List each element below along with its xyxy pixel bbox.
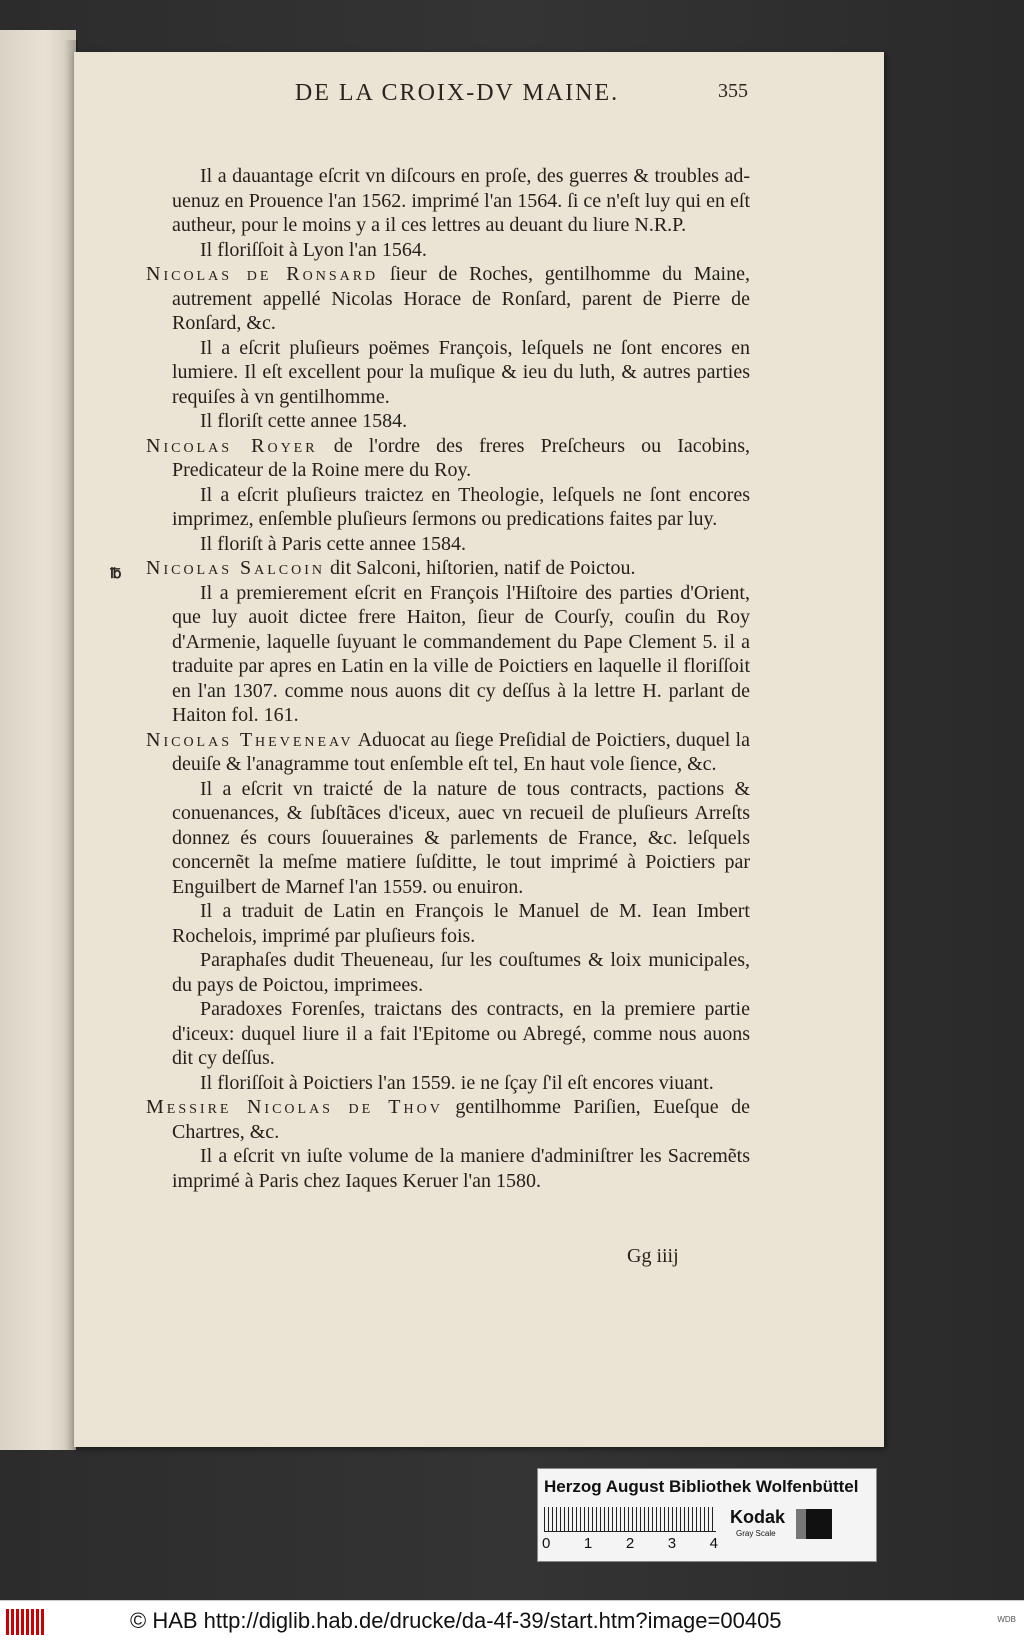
paragraph xyxy=(146,997,750,1071)
paragraph xyxy=(146,164,750,238)
entry-text: Il floriſſoit à Lyon l'an 1564. xyxy=(200,238,427,261)
bio-entry xyxy=(146,262,750,336)
entry-text: Il floriſt à Paris cette annee 1584. xyxy=(200,532,467,555)
entry-text: Il a eſcrit pluſieurs traictez en Theologie, leſquels ne ſont encores imprimez, enſemble pluſieurs ſermons ou predications faites par luy. xyxy=(172,483,750,530)
paragraph xyxy=(146,777,750,900)
entry-text: Paradoxes Forenſes, traictans des contracts, en la premiere partie d'iceux: duquel liure il a fait l'Epitome ou Abregé, comme nous auons dit cy deſſus. xyxy=(172,998,750,1069)
page-text xyxy=(146,164,750,1193)
kodak-subtitle: Gray Scale xyxy=(736,1529,776,1538)
grey-swatch xyxy=(796,1509,806,1539)
kodak-logo: Kodak xyxy=(730,1507,786,1527)
hab-logo-icon xyxy=(6,1609,44,1635)
entry-text: Il a eſcrit vn iuſte volume de la maniere d'adminiſtrer les Sacremẽts imprimé à Paris chez Iaques Keruer l'an 1580. xyxy=(172,1145,750,1192)
ruler-number: 1 xyxy=(583,1535,593,1552)
ruler-number: 3 xyxy=(667,1535,677,1552)
bio-entry xyxy=(146,728,750,777)
ruler-number: 2 xyxy=(625,1535,635,1552)
signature-mark: Gg iiij xyxy=(627,1245,679,1267)
paragraph xyxy=(146,1144,750,1193)
paragraph xyxy=(146,1071,750,1096)
folio-number: 355 xyxy=(718,80,748,102)
footer-mark: WDB xyxy=(997,1615,1016,1624)
entry-name: Meſſire Nicolas de Thov xyxy=(146,1096,443,1118)
paragraph xyxy=(146,483,750,532)
ruler-scale xyxy=(544,1507,716,1532)
paragraph xyxy=(146,336,750,410)
footer-bar xyxy=(0,1600,1024,1641)
entry-name: Nicolas de Ronsard xyxy=(146,263,379,285)
entry-text: Il a premierement eſcrit en François l'Hiſtoire des parties d'Orient, que luy auoit dictee frere Haiton, ſieur de Courſy, couſin du Roy d'Armenie, laquelle ſuyuant le commandement du Pape Clement 5. il a traduite par apres en Latin en la ville de Poictiers en laquelle il floriſſoit en l'an 1307. comme nous auons dit cy deſſus à la lettre H. parlant de Haiton fol. 161. xyxy=(172,581,750,726)
entry-text: dit Salconi, hiſtorien, natif de Poictou. xyxy=(325,557,636,579)
entry-text: Il a eſcrit pluſieurs poëmes François, leſquels ne ſont encores en lumiere. Il eſt excellent pour la muſique & ieu du luth, & autres parties requiſes à vn gentilhomme. xyxy=(172,336,750,408)
entry-text: Il floriſt cette annee 1584. xyxy=(200,410,408,432)
entry-name: Nicolas Royer xyxy=(146,434,318,457)
ruler-number: 4 xyxy=(709,1535,718,1552)
ruler-number: 0 xyxy=(542,1535,551,1552)
color-target-card xyxy=(537,1468,877,1562)
paragraph xyxy=(146,532,750,557)
entry-text: Paraphaſes dudit Theueneau, ſur les couſtumes & loix municipales, du pays de Poictou, imprimees. xyxy=(172,949,750,996)
ruler-numbers xyxy=(542,1535,718,1552)
entry-text: Il a dauantage eſcrit vn diſcours en proſe, des guerres & troubles ad-uenuz en Prouence l'an 1562. imprimé l'an 1564. ſi ce n'eſt luy qui en eſt autheur, pour le moins y a il ces lettres au deuant du liure N.R.P. xyxy=(172,165,750,236)
entry-text: ſieur de Roches, gentilhomme du Maine, autrement appellé Nicolas Horace de Ronſard, parent de Pierre de Ronſard, &c. xyxy=(172,263,750,334)
entry-text: de l'ordre des freres Preſcheurs ou Iacobins, Predicateur de la Roine mere du Roy. xyxy=(172,434,750,481)
entry-name: Nicolas Theveneav xyxy=(146,728,354,751)
library-name: Herzog August Bibliothek Wolfenbüttel xyxy=(544,1477,859,1496)
bio-entry xyxy=(146,1095,750,1144)
entry-text: Aduocat au ſiege Preſidial de Poictiers, duquel la deuiſe & l'anagramme tout enſemble eſt tel, En haut vole ſience, &c. xyxy=(172,728,750,775)
bio-entry xyxy=(146,434,750,483)
entry-text: Il a traduit de Latin en François le Manuel de M. Iean Imbert Rochelois, imprimé par pluſieurs fois. xyxy=(172,900,750,947)
paragraph xyxy=(146,238,750,263)
entry-text: Il floriſſoit à Poictiers l'an 1559. ie ne ſçay ſ'il eſt encores viuant. xyxy=(200,1071,714,1094)
paragraph xyxy=(146,899,750,948)
paragraph xyxy=(146,948,750,997)
entry-text: gentilhomme Pariſien, Eueſque de Chartres, &c. xyxy=(172,1096,750,1143)
bio-entry xyxy=(146,556,750,581)
entry-name: Nicolas Salcoin xyxy=(146,557,326,579)
paragraph xyxy=(146,581,750,728)
entry-text: Il a eſcrit vn traicté de la nature de tous contracts, pactions & conuenances, & ſubſtãces d'iceux, auec vn recueil de pluſieurs Arreſts donnez és cours ſouueraines & parlements de France, &c. leſquels concernẽt la meſme matiere ſuſditte, le tout imprimé à Poictiers par Enguilbert de Marnef l'an 1559. ou enuiron. xyxy=(172,777,750,898)
margin-mark: ℔ xyxy=(110,567,122,582)
black-swatch xyxy=(806,1509,832,1539)
footer-url[interactable]: © HAB http://diglib.hab.de/drucke/da-4f-39/start.htm?image=00405 xyxy=(130,1608,782,1633)
running-head: DE LA CROIX-DV MAINE. xyxy=(294,80,620,106)
paragraph xyxy=(146,409,750,434)
